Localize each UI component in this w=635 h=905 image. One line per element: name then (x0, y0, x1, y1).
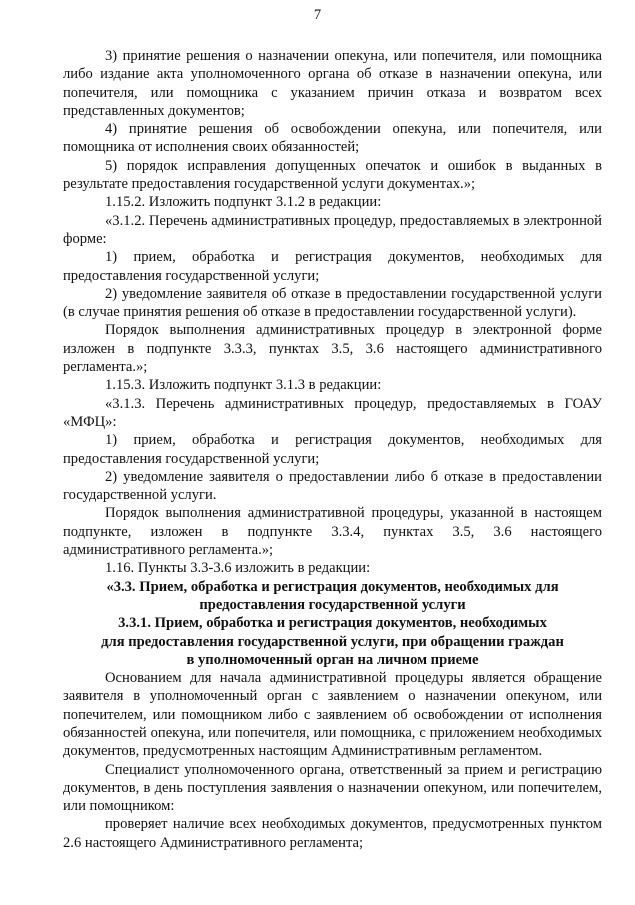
paragraph: 2) уведомление заявителя об отказе в предоставлении государственной услуги (в случае принятия решения об отказе в предоставлении государственной услуги). (63, 285, 602, 321)
paragraph: проверяет наличие всех необходимых документов, предусмотренных пунктом 2.6 настоящего Административного регламента; (63, 816, 602, 851)
paragraph: 1) прием, обработка и регистрация документов, необходимых для предоставления государственной услуги; (63, 432, 602, 467)
paragraph: «3.1.2. Перечень административных процедур, предоставляемых в электронной форме: (63, 212, 602, 247)
paragraph: 2) уведомление заявителя о предоставлении либо б отказе в предоставлении государственной услуги. (63, 468, 602, 504)
page-number: 7 (313, 7, 322, 23)
paragraph: Специалист уполномоченного органа, ответственный за прием и регистрацию документов, в день поступления заявления о назначении опекуном, или попечителем, или помощником: (63, 761, 602, 815)
paragraph: 5) порядок исправления допущенных опечаток и ошибок в выданных в результате предоставления государственной услуги документах.»; (63, 157, 602, 193)
subsection-heading-line: в уполномоченный орган на личном приеме (186, 651, 479, 668)
paragraph: 1) прием, обработка и регистрация документов, необходимых для предоставления государственной услуги; (63, 249, 602, 284)
paragraph: Порядок выполнения административной процедуры, указанной в настоящем подпункте, изложен в подпункте 3.3.4, пунктах 3.5, 3.6 настоящего административного регламента.»; (63, 505, 602, 559)
paragraph: 1.16. Пункты 3.3-3.6 изложить в редакции: (105, 560, 371, 577)
subsection-heading (63, 614, 602, 669)
subsection-heading-line: 3.3.1. Прием, обработка и регистрация документов, необходимых (118, 615, 547, 632)
paragraph: 4) принятие решения об освобождении опекуна, или попечителя, или помощника от исполнения своих обязанностей; (63, 121, 602, 156)
paragraph: 1.15.3. Изложить подпункт 3.1.3 в редакции: (105, 377, 382, 394)
section-heading (63, 578, 602, 615)
paragraph: 3) принятие решения о назначении опекуна, или попечителя, или помощника либо издание акта уполномоченного органа об отказе в назначении опекуна, или попечителя, или помощника с указанием причин отказа и возвратом всех представленных документов; (63, 48, 602, 119)
paragraph: Основанием для начала административной процедуры является обращение заявителя в уполномоченный орган с заявлением о назначении опекуном, или попечителем, или помощником либо с заявлением об освобождении от исполнения обязанностей опекуна, или попечителя, или помощника, с приложением необходимых документов, предусмотренных настоящим Административным регламентом. (63, 670, 602, 760)
paragraph: «3.1.3. Перечень административных процедур, предоставляемых в ГОАУ «МФЦ»: (63, 395, 602, 430)
section-heading-line: «3.3. Прием, обработка и регистрация документов, необходимых для (106, 578, 559, 595)
paragraph: Порядок выполнения административных процедур в электронной форме изложен в подпункте 3.3.3, пунктах 3.5, 3.6 настоящего административного регламента.»; (63, 322, 602, 376)
subsection-heading-line: для предоставления государственной услуги, при обращении граждан (101, 633, 564, 650)
paragraph: 1.15.2. Изложить подпункт 3.1.2 в редакции: (105, 194, 382, 211)
document-body (63, 47, 602, 852)
section-heading-line: предоставления государственной услуги (199, 596, 466, 613)
